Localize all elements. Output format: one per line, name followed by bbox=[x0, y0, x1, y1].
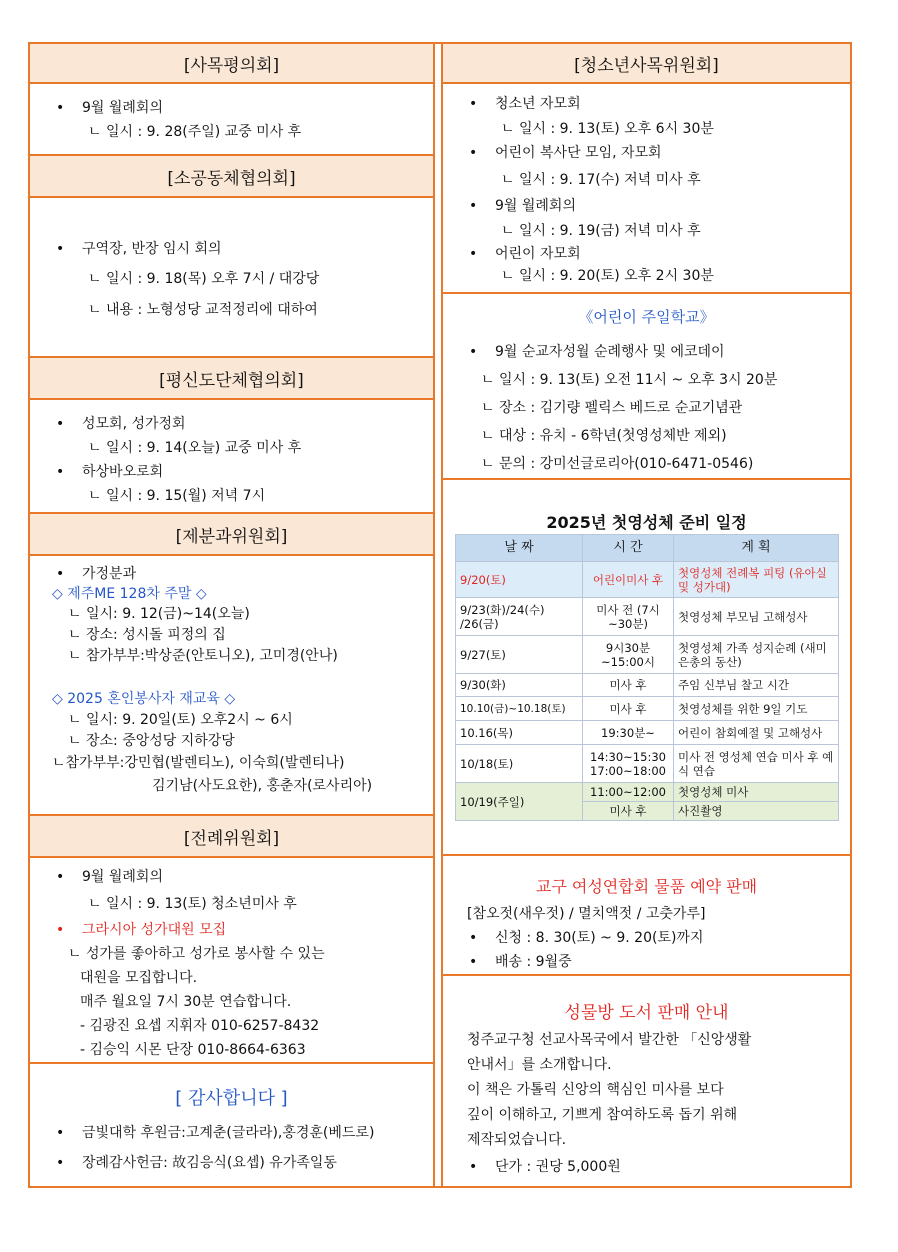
samok-section bbox=[30, 44, 433, 156]
jebungwa-item: • 가정분과 bbox=[52, 564, 433, 584]
thanks-item-1: • 금빛대학 후원금:고계춘(글라라),홍경훈(베드로) bbox=[52, 1118, 433, 1148]
sogongdong-content: ㄴ 내용 : 노형성당 교적정리에 대하여 bbox=[88, 302, 318, 318]
row-7-date: 10/18(토) bbox=[456, 745, 583, 783]
pyeongsindo-title: [평신도단체협의회] bbox=[30, 356, 433, 400]
sunday-school-date: ㄴ 일시 : 9. 13(토) 오전 11시 ~ 오후 3시 20분 bbox=[481, 372, 778, 388]
header-date: 날 짜 bbox=[456, 535, 583, 562]
sunday-school-item: • 9월 순교자성월 순례행사 및 에코데이 bbox=[465, 338, 850, 366]
row-7-time: 14:30~15:30 17:00~18:00 bbox=[583, 745, 674, 783]
row-5-plan: 첫영성체를 위한 9일 기도 bbox=[674, 697, 839, 721]
row-9-plan: 사진촬영 bbox=[674, 802, 839, 821]
row-4-date: 9/30(화) bbox=[456, 674, 583, 697]
row-9-time: 미사 후 bbox=[583, 802, 674, 821]
jeollye-section bbox=[30, 814, 433, 1066]
sogongdong-date: ㄴ 일시 : 9. 18(목) 오후 7시 / 대강당 bbox=[88, 271, 320, 287]
row-1-date: 9/20(토) bbox=[456, 562, 583, 598]
row-6-time: 19:30분~ bbox=[583, 721, 674, 745]
youth-item-2: • 어린이 복사단 모임, 자모회 bbox=[465, 141, 850, 166]
choir-contact-1: - 김광진 요셉 지휘자 010-6257-8432 bbox=[80, 1018, 320, 1034]
me-date: ㄴ 일시: 9. 12(금)~14(오늘) bbox=[68, 606, 250, 622]
row-1-plan: 첫영성체 전례복 피팅 (유아실 및 성가대) bbox=[674, 562, 839, 598]
pyeongsindo-item-1: • 성모회, 성가정회 bbox=[52, 412, 433, 436]
books-line-1: 청주교구청 선교사목국에서 발간한 「신앙생활 bbox=[467, 1032, 752, 1048]
row-4-plan: 주임 신부님 찰고 시간 bbox=[674, 674, 839, 697]
column-divider bbox=[433, 42, 443, 1188]
me-title: ◇ 제주ME 128차 주말 ◇ bbox=[52, 586, 207, 602]
row-2-time: 미사 전 (7시~30분) bbox=[583, 598, 674, 636]
sunday-school-place: ㄴ 장소 : 김기량 펠릭스 베드로 순교기념관 bbox=[481, 400, 743, 416]
choir-recruit: • 그라시아 성가대원 모집 bbox=[52, 918, 433, 942]
sogongdong-item: • 구역장, 반장 임시 회의 bbox=[52, 234, 433, 264]
row-8-date: 10/19(주일) bbox=[456, 783, 583, 821]
hon-couple-2: 김기남(사도요한), 홍춘자(로사리아) bbox=[152, 778, 373, 794]
sogongdong-section bbox=[30, 154, 433, 358]
thanks-item-2: • 장례감사헌금: 故김응식(요셉) 유가족일동 bbox=[52, 1148, 433, 1178]
youth-date-3: ㄴ 일시 : 9. 19(금) 저녁 미사 후 bbox=[501, 223, 701, 239]
jeollye-title: [전례위원회] bbox=[30, 814, 433, 858]
hon-date: ㄴ 일시: 9. 20일(토) 오후2시 ~ 6시 bbox=[68, 712, 293, 728]
row-5-time: 미사 후 bbox=[583, 697, 674, 721]
hon-place: ㄴ 장소: 중앙성당 지하강당 bbox=[68, 733, 235, 749]
hon-title: ◇ 2025 혼인봉사자 재교육 ◇ bbox=[52, 691, 236, 707]
hon-couple-1: ㄴ참가부부:강민협(발렌티노), 이숙희(발렌티나) bbox=[52, 755, 345, 771]
samok-item: • 9월 월례회의 bbox=[52, 96, 433, 120]
pyeongsindo-date-1: ㄴ 일시 : 9. 14(오늘) 교중 미사 후 bbox=[88, 440, 302, 456]
books-line-2: 안내서」를 소개합니다. bbox=[467, 1057, 612, 1073]
books-title: 성물방 도서 판매 안내 bbox=[564, 1003, 729, 1023]
pyeongsindo-date-2: ㄴ 일시 : 9. 15(월) 저녁 7시 bbox=[88, 488, 266, 504]
sogongdong-title: [소공동체협의회] bbox=[30, 154, 433, 198]
womens-title: 교구 여성연합회 물품 예약 판매 bbox=[535, 877, 758, 896]
jeollye-item-1: • 9월 월례회의 bbox=[52, 864, 433, 890]
choir-line-2: 대원을 모집합니다. bbox=[80, 970, 198, 986]
sunday-school-target: ㄴ 대상 : 유치 - 6학년(첫영성체반 제외) bbox=[481, 428, 727, 444]
youth-date-4: ㄴ 일시 : 9. 20(토) 오후 2시 30분 bbox=[501, 268, 714, 284]
sunday-school-section bbox=[443, 292, 850, 480]
books-line-5: 제작되었습니다. bbox=[467, 1132, 567, 1148]
books-line-4: 깊이 이해하고, 기쁘게 참여하도록 돕기 위해 bbox=[467, 1107, 738, 1123]
row-5-date: 10.10(금)~10.18(토) bbox=[456, 697, 583, 721]
row-8-plan: 첫영성체 미사 bbox=[674, 783, 839, 802]
jeollye-date: ㄴ 일시 : 9. 13(토) 청소년미사 후 bbox=[88, 896, 297, 912]
header-time: 시 간 bbox=[583, 535, 674, 562]
womens-delivery: • 배송 : 9월중 bbox=[465, 950, 850, 974]
womens-subtitle: [참오젓(새우젓) / 멸치액젓 / 고춧가루] bbox=[467, 906, 706, 922]
choir-line-3: 매주 월요일 7시 30분 연습합니다. bbox=[80, 994, 292, 1010]
youth-item-3: • 9월 월례회의 bbox=[465, 194, 850, 219]
choir-line-1: ㄴ 성가를 좋아하고 성가로 봉사할 수 있는 bbox=[68, 946, 325, 962]
womens-apply: • 신청 : 8. 30(토) ~ 9. 20(토)까지 bbox=[465, 926, 850, 950]
row-4-time: 미사 후 bbox=[583, 674, 674, 697]
jebungwa-title: [제분과위원회] bbox=[30, 512, 433, 556]
sunday-school-title: 《어린이 주일학교》 bbox=[578, 308, 715, 326]
row-7-plan: 미사 전 영성체 연습 미사 후 예식 연습 bbox=[674, 745, 839, 783]
row-3-date: 9/27(토) bbox=[456, 636, 583, 674]
row-6-date: 10.16(목) bbox=[456, 721, 583, 745]
row-6-plan: 어린이 참회예절 및 고해성사 bbox=[674, 721, 839, 745]
schedule-section bbox=[443, 478, 850, 856]
youth-item-1: • 청소년 자모회 bbox=[465, 92, 850, 117]
books-price: • 단가 : 권당 5,000원 bbox=[465, 1153, 850, 1181]
samok-detail: ㄴ 일시 : 9. 28(주일) 교중 미사 후 bbox=[88, 124, 302, 140]
schedule-title: 2025년 첫영성체 준비 일정 bbox=[546, 513, 747, 532]
row-1-time: 어린이미사 후 bbox=[583, 562, 674, 598]
me-couple: ㄴ 참가부부:박상준(안토니오), 고미경(안나) bbox=[68, 648, 338, 664]
row-3-plan: 첫영성체 가족 성지순례 (새미은총의 동산) bbox=[674, 636, 839, 674]
youth-date-2: ㄴ 일시 : 9. 17(수) 저녁 미사 후 bbox=[501, 172, 701, 188]
header-plan: 계 획 bbox=[674, 535, 839, 562]
thanks-title: [ 감사합니다 ] bbox=[175, 1088, 288, 1109]
youth-title: [청소년사목위원회] bbox=[443, 44, 850, 84]
choir-contact-2: - 김승익 시몬 단장 010-8664-6363 bbox=[80, 1042, 306, 1058]
row-8-time: 11:00~12:00 bbox=[583, 783, 674, 802]
pyeongsindo-item-2: • 하상바오로회 bbox=[52, 460, 433, 484]
jebungwa-section bbox=[30, 512, 433, 816]
row-3-time: 9시30분 ~15:00시 bbox=[583, 636, 674, 674]
books-line-3: 이 책은 가톨릭 신앙의 핵심인 미사를 보다 bbox=[467, 1082, 724, 1098]
thanks-section bbox=[30, 1062, 433, 1186]
samok-title: [사목평의회] bbox=[30, 44, 433, 84]
youth-section bbox=[443, 44, 850, 294]
youth-date-1: ㄴ 일시 : 9. 13(토) 오후 6시 30분 bbox=[501, 121, 714, 137]
row-2-plan: 첫영성체 부모님 고해성사 bbox=[674, 598, 839, 636]
sunday-school-contact: ㄴ 문의 : 강미선글로리아(010-6471-0546) bbox=[481, 456, 754, 472]
pyeongsindo-section bbox=[30, 356, 433, 516]
youth-item-4: • 어린이 자모회 bbox=[465, 243, 850, 265]
row-2-date: 9/23(화)/24(수) /26(금) bbox=[456, 598, 583, 636]
me-place: ㄴ 장소: 성시돌 피정의 집 bbox=[68, 627, 226, 643]
books-section bbox=[443, 974, 850, 1186]
schedule-table bbox=[455, 534, 839, 821]
